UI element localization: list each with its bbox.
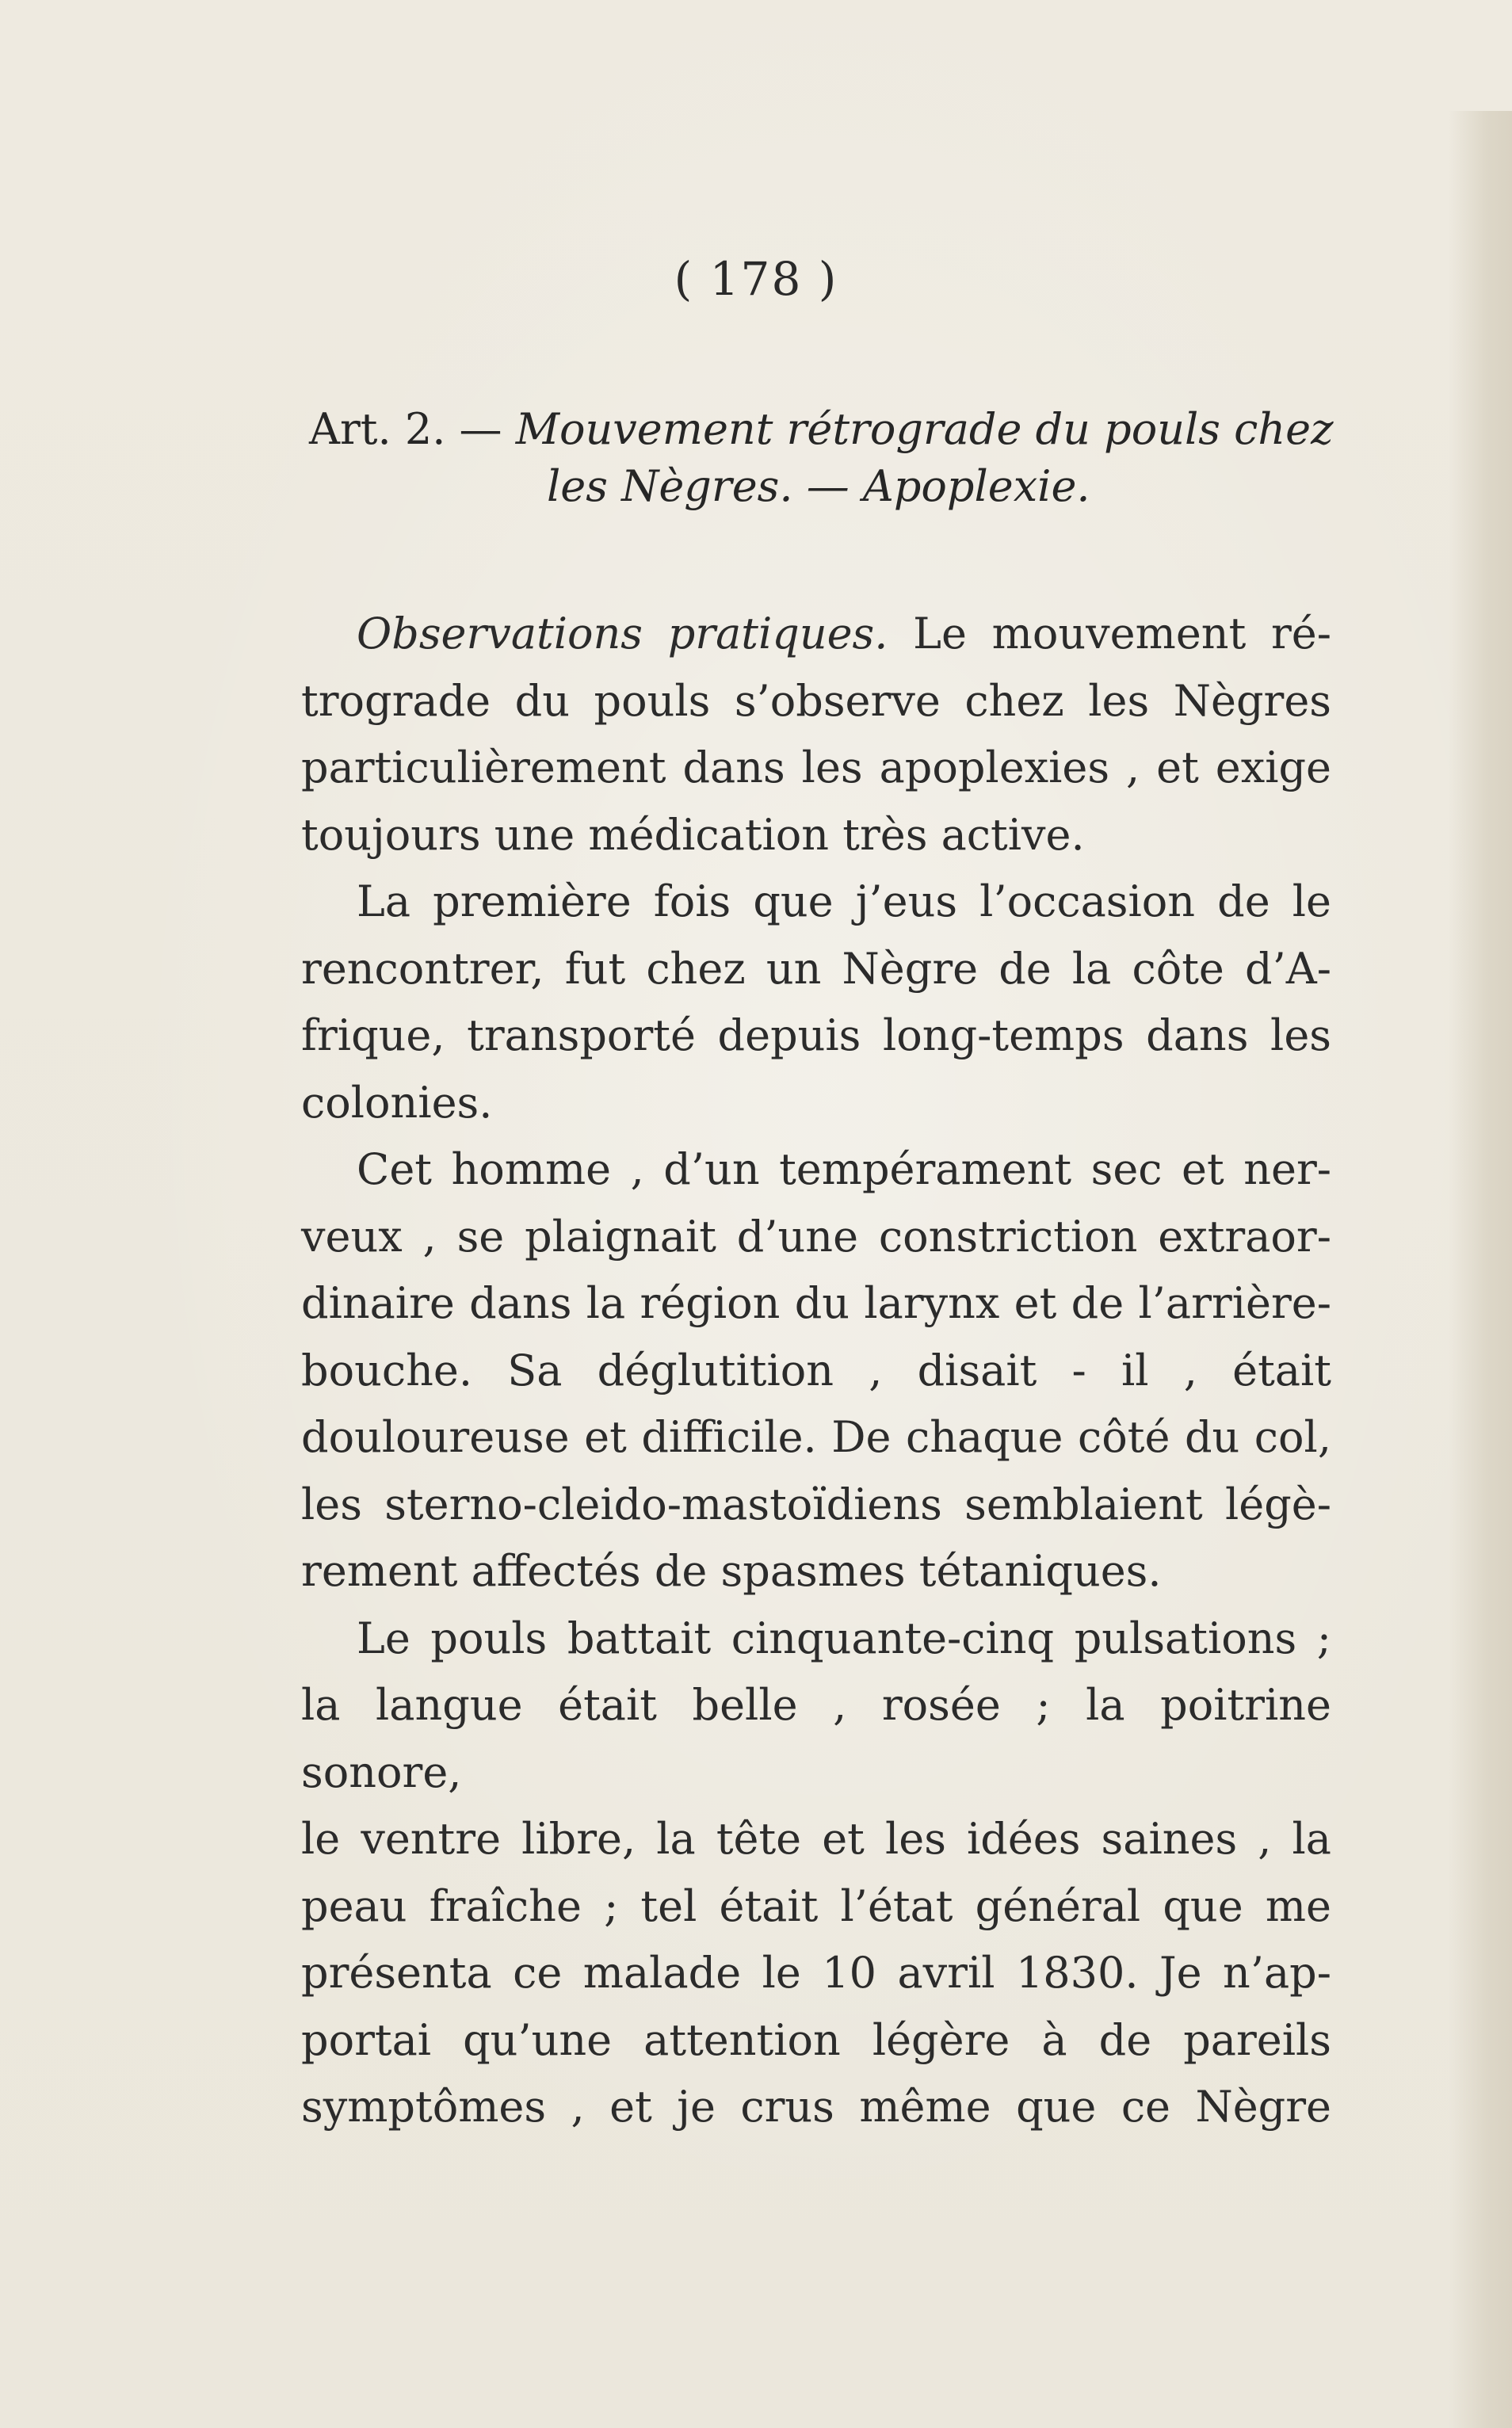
text-line bbox=[301, 802, 1331, 869]
text-line bbox=[301, 1940, 1331, 2007]
text-line bbox=[301, 668, 1331, 735]
paragraph bbox=[301, 1605, 1331, 2141]
text-line bbox=[301, 1136, 1331, 1204]
body-text bbox=[301, 601, 1331, 2141]
line-text: la langue était belle , rosée ; la poitrine sonore, bbox=[301, 1680, 1331, 1797]
line-text: toujours une médication très active. bbox=[301, 809, 1085, 860]
text-line bbox=[301, 2074, 1331, 2141]
heading-prefix: Art. 2. — bbox=[309, 404, 516, 454]
line-text: symptômes , et je crus même que ce Nègre bbox=[301, 2082, 1331, 2132]
line-text: présenta ce malade le 10 avril 1830. Je n’ap- bbox=[301, 1948, 1331, 1998]
line-text: particulièrement dans les apoplexies , et exige bbox=[301, 743, 1331, 792]
text-line bbox=[301, 1873, 1331, 1941]
text-line bbox=[301, 869, 1331, 936]
text-line bbox=[301, 1605, 1331, 1673]
text-line bbox=[301, 1070, 1331, 1137]
line-text: rencontrer, fut chez un Nègre de la côte d’A- bbox=[301, 943, 1331, 994]
text-line bbox=[301, 936, 1331, 1003]
paragraph bbox=[301, 869, 1331, 1136]
text-line bbox=[301, 1806, 1331, 1873]
line-text: les sterno-cleido-mastoïdiens semblaient légè- bbox=[301, 1479, 1331, 1529]
heading-title-line-1: Mouvement rétrograde du pouls chez bbox=[515, 404, 1334, 454]
text-line bbox=[301, 1538, 1331, 1605]
text-line bbox=[301, 1270, 1331, 1338]
line-text: le ventre libre, la tête et les idées saines , la bbox=[301, 1814, 1331, 1864]
text-line bbox=[301, 601, 1331, 668]
heading-title-line-2: les Nègres. — Apoplexie. bbox=[547, 461, 1090, 511]
line-text: rement affectés de spasmes tétaniques. bbox=[301, 1546, 1162, 1596]
section-heading bbox=[309, 401, 1339, 515]
italic-lead: Observations pratiques. bbox=[357, 609, 888, 659]
line-text: bouche. Sa déglutition , disait - il , était bbox=[301, 1345, 1331, 1395]
line-text: La première fois que j’eus l’occasion de le bbox=[357, 876, 1331, 926]
text-line bbox=[301, 1472, 1331, 1539]
page-number: ( 178 ) bbox=[674, 252, 838, 306]
line-text: veux , se plaignait d’une constriction extraor- bbox=[301, 1211, 1331, 1262]
text-line bbox=[301, 1338, 1331, 1405]
page-edge-shadow bbox=[1449, 111, 1512, 2428]
paragraph bbox=[301, 601, 1331, 869]
line-text: trograde du pouls s’observe chez les Nègres bbox=[301, 675, 1331, 726]
line-text: frique, transporté depuis long-temps dans les bbox=[301, 1010, 1331, 1060]
line-text: peau fraîche ; tel était l’état général que me bbox=[301, 1880, 1331, 1931]
line-text: portai qu’une attention légère à de pareils bbox=[301, 2014, 1331, 2065]
line-text: dinaire dans la région du larynx et de l’arrière- bbox=[301, 1278, 1331, 1328]
line-text: Le mouvement ré- bbox=[888, 609, 1331, 659]
line-text: douloureuse et difficile. De chaque côté du col, bbox=[301, 1412, 1331, 1462]
line-text: colonies. bbox=[301, 1077, 493, 1128]
heading-line-1 bbox=[309, 401, 1339, 458]
text-line bbox=[301, 1672, 1331, 1806]
line-text: Cet homme , d’un tempérament sec et ner- bbox=[357, 1144, 1331, 1194]
text-line bbox=[301, 735, 1331, 802]
paragraph bbox=[301, 1136, 1331, 1605]
text-line bbox=[301, 1404, 1331, 1472]
line-text: Le pouls battait cinquante-cinq pulsations ; bbox=[357, 1613, 1331, 1663]
text-line bbox=[301, 1204, 1331, 1271]
text-line bbox=[301, 1002, 1331, 1070]
text-line bbox=[301, 2007, 1331, 2075]
